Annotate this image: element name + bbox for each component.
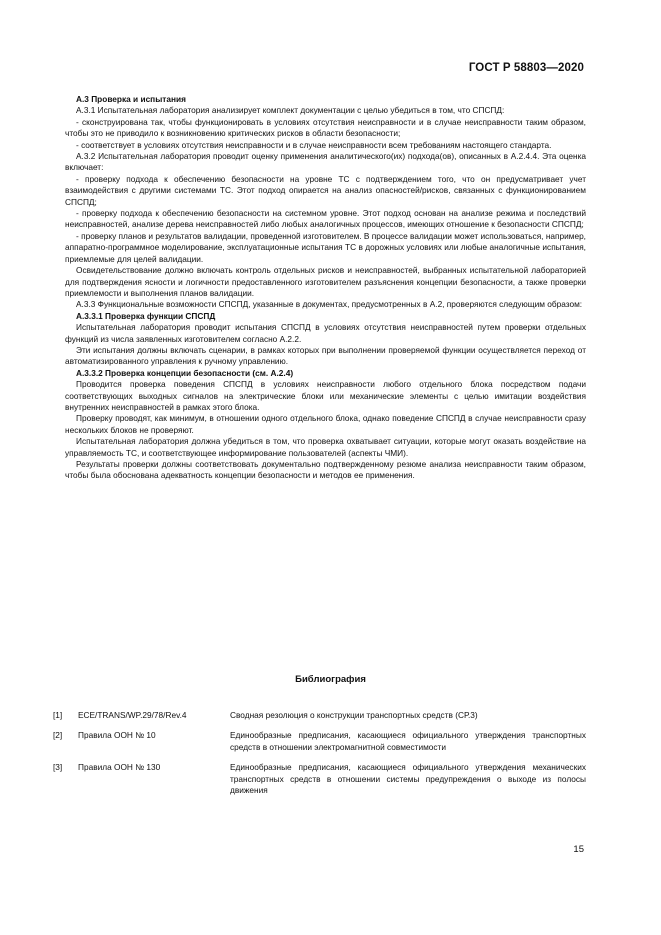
paragraph: - сконструирована так, чтобы функционировать в условиях отсутствия неисправности и в случае неисправности таким образом, чтобы это не приводило к возникновению критических рисков в области безопасности; — [65, 116, 586, 139]
bibliography-title: Библиография — [295, 674, 366, 685]
bibliography-code: ECE/TRANS/WP.29/78/Rev.4 — [78, 710, 187, 720]
standard-number: ГОСТ Р 58803—2020 — [468, 62, 584, 74]
subsection-heading: А.3.3.2 Проверка концепции безопасности (см. А.2.4) — [76, 367, 294, 378]
bibliography-number: [1] — [53, 710, 63, 720]
subsection-heading: А.3.3.1 Проверка функции СПСПД — [76, 310, 216, 321]
bibliography-item — [53, 710, 586, 721]
section-heading: А.3 Проверка и испытания — [76, 94, 186, 104]
paragraph: А.3.3 Функциональные возможности СПСПД, указанные в документах, предусмотренных в А.2, проверяются следующим образом: — [76, 299, 583, 310]
bibliography-description: Единообразные предписания, касающиеся официального утверждения транспортных средств в отношении электромагнитной совместимости — [230, 730, 586, 752]
paragraph: А.3.2 Испытательная лаборатория проводит оценку применения аналитического(их) подхода(ов), описанных в А.2.4.4. Эта оценка включает: — [65, 151, 586, 173]
section-a3 — [65, 94, 586, 482]
paragraph: Проводится проверка поведения СПСПД в условиях неисправности любого отдельного блока посредством подачи соответствующих выходных сигналов на электрические блоки или механические элементы с целью имитации воздействия внутренних неисправностей в рамках этого блока. — [65, 379, 586, 412]
bibliography-code: Правила ООН № 10 — [78, 730, 156, 741]
paragraph: - проверку подхода к обеспечению безопасности на уровне ТС с подтверждением того, что он предусматривает учет взаимодействия с другими системами ТС. Этот подход опирается на анализ опасностей/рисков, связанных с функционированием СПСПД; — [65, 173, 586, 207]
bibliography-item — [53, 730, 586, 753]
paragraph: Эти испытания должны включать сценарии, в рамках которых при выполнении проверяемой функции осуществляется переход от автоматизированного управления к ручному управлению. — [65, 344, 586, 367]
bibliography-code: Правила ООН № 130 — [78, 762, 161, 773]
bibliography-number: [3] — [53, 762, 63, 773]
paragraph: Результаты проверки должны соответствовать документально подтвержденному резюме анализа неисправности таким образом, чтобы была обоснована адекватность концепции безопасности и методов ее применения. — [65, 459, 586, 481]
paragraph: Проверку проводят, как минимум, в отношении одного отдельного блока, однако поведение СПСПД в случае неисправности сразу нескольких блоков не проверяют. — [65, 413, 586, 435]
bibliography-number: [2] — [53, 730, 63, 741]
bibliography-list — [53, 710, 586, 805]
bibliography-description: Сводная резолюция о конструкции транспортных средств (СР.3) — [230, 710, 478, 720]
paragraph: Испытательная лаборатория должна убедиться в том, что проверка охватывает ситуации, которые могут оказать воздействие на управляемость ТС, и соответствующее информирование пользователей (аспекты ЧМИ). — [65, 436, 586, 458]
paragraph: Испытательная лаборатория проводит испытания СПСПД в условиях отсутствия неисправностей путем проверки отдельных функций из числа заявленных изготовителем согласно А.2.2. — [65, 322, 586, 344]
page-number: 15 — [573, 844, 584, 855]
paragraph: А.3.1 Испытательная лаборатория анализирует комплект документации с целью убедиться в том, что СПСПД: — [76, 105, 505, 116]
paragraph: - проверку планов и результатов валидации, проведенной изготовителем. В процессе валидации может использоваться, например, аппаратно-программное моделирование, эксплуатационные испытания ТС в дорожных условиях или любые аналогичные испытания, приемлемые для целей валидации. — [65, 230, 586, 264]
paragraph: - проверку подхода к обеспечению безопасности на системном уровне. Этот подход основан на анализе режима и последствий неисправностей, анализе дерева неисправностей либо любых аналогичных процессов, имеющих отношение к безопасности СПСПД; — [65, 208, 586, 230]
bibliography-item — [53, 762, 586, 796]
bibliography-description: Единообразные предписания, касающиеся официального утверждения механических транспортных средств в отношении системы предупреждения о выходе из полосы движения — [230, 762, 586, 796]
paragraph: Освидетельствование должно включать контроль отдельных рисков и неисправностей, выбранных испытательной лабораторией для подтверждения ясности и логичности предоставленного изготовителем разъяснения концепции безопасности, а также проверки приемлемости и выполнения планов валидации. — [65, 265, 586, 298]
paragraph: - соответствует в условиях отсутствия неисправности и в случае неисправности всем требованиям настоящего стандарта. — [76, 139, 552, 150]
